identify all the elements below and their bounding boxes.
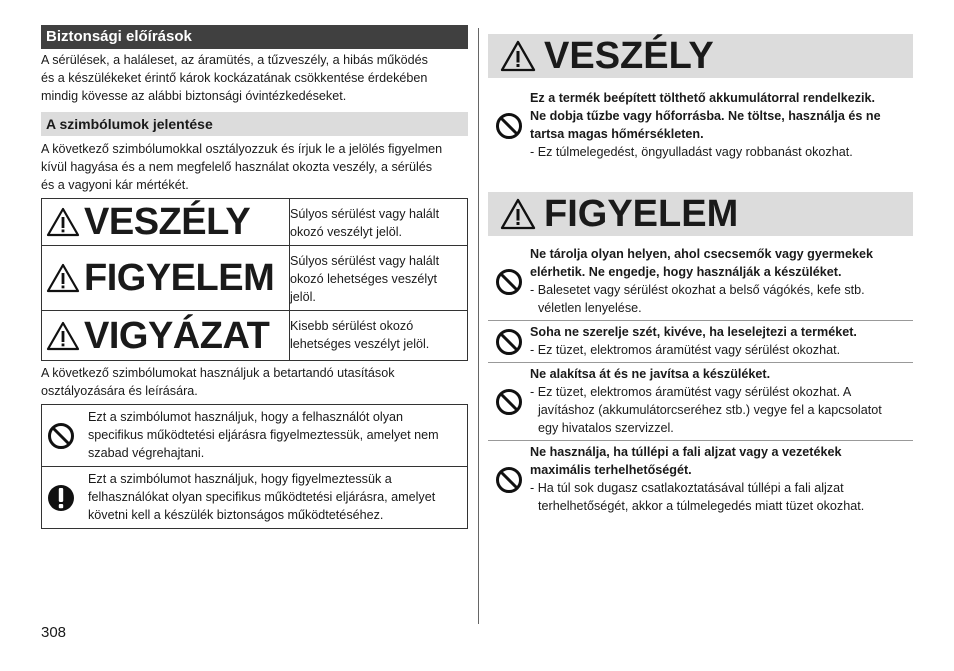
symbol-text-line: Ezt a szimbólumot használjuk, hogy a felhasználót olyan	[88, 410, 404, 424]
mandatory-icon	[47, 483, 75, 513]
warning-triangle-icon	[46, 263, 80, 293]
item-icon-cell	[488, 87, 530, 164]
item-sub-line: - Ez tüzet, elektromos áramütést vagy sérülést okozhat. A	[530, 385, 852, 399]
item-bold-line: maximális terhelhetőségét.	[530, 463, 692, 477]
intro-paragraph	[41, 51, 468, 105]
item-bold-line: Ne használja, ha túllépi a fali aljzat vagy a vezetékek	[530, 445, 842, 459]
symbol-icon-cell	[42, 405, 80, 466]
signal-word-cell	[42, 199, 290, 245]
signal-desc-line: lehetséges veszélyt jelöl.	[290, 337, 430, 351]
prohibition-icon	[47, 422, 75, 450]
signal-desc-warning	[290, 246, 467, 310]
intro-line: A sérülések, a haláleset, az áramütés, a tűzveszély, a hibás működés	[41, 53, 428, 67]
signal-row-danger	[42, 199, 467, 246]
left-column	[41, 25, 468, 529]
instr-intro-line: osztályozására és leírására.	[41, 384, 198, 398]
prohibition-icon	[495, 388, 523, 416]
intro-line: és a készülékeket érintő károk kockázatának csökkentése érdekében	[41, 71, 428, 85]
signal-desc-line: okozó lehetséges veszélyt	[290, 272, 438, 286]
item-bold-line: Ne dobja tűzbe vagy hőforrásba. Ne töltse, használja és ne	[530, 109, 881, 123]
warning-items	[488, 243, 913, 518]
warning-triangle-icon	[500, 40, 536, 72]
warning-triangle-icon	[46, 207, 80, 237]
item-sub-line: - Balesetet vagy sérülést okozhat a belső vágókés, kefe stb.	[530, 283, 865, 297]
page-number: 308	[41, 624, 67, 641]
signal-desc-line: Kisebb sérülést okozó	[290, 319, 414, 333]
prohibition-icon	[495, 328, 523, 356]
signal-desc-line: okozó veszélyt jelöl.	[290, 225, 402, 239]
prohibition-icon	[495, 112, 523, 140]
item-sub-line: terhelhetőségét, akkor a túlmelegedés miatt tüzet okozhat.	[538, 499, 865, 513]
symbol-text-line: specifikus működtetési eljárásra figyelmeztessük, amelyet nem	[88, 428, 439, 442]
item-bold-line: Soha ne szerelje szét, kivéve, ha leselejtezi a terméket.	[530, 325, 857, 339]
danger-header	[488, 34, 913, 78]
signal-word-cell	[42, 311, 290, 360]
item-icon-cell	[488, 441, 530, 518]
column-divider	[478, 28, 479, 624]
danger-title: VESZÉLY	[544, 35, 714, 77]
symbol-text-line: Ezt a szimbólumot használjuk, hogy figyelmeztessük a	[88, 472, 392, 486]
signal-desc-caution	[290, 311, 467, 360]
symbols-intro-line: A következő szimbólumokkal osztályozzuk és írjuk le a jelölés figyelmen	[41, 142, 443, 156]
symbol-text-line: felhasználókat olyan specifikus működtetési eljárásra, amelyet	[88, 490, 436, 504]
instructions-intro-paragraph	[41, 364, 468, 400]
prohibition-icon	[495, 466, 523, 494]
symbol-table	[41, 404, 468, 529]
item-bold-line: Ez a termék beépített tölthető akkumulátorral rendelkezik.	[530, 91, 876, 105]
warning-triangle-icon	[500, 198, 536, 230]
item-icon-cell	[488, 243, 530, 320]
warning-item-text	[530, 321, 913, 362]
signal-word-cell	[42, 246, 290, 310]
intro-line: mindig kövesse az alábbi biztonsági óvintézkedéseket.	[41, 89, 347, 103]
symbol-text-mandatory	[80, 467, 467, 528]
symbol-text-line: szabad végrehajtani.	[88, 446, 205, 460]
danger-items	[488, 87, 913, 164]
signal-word-table	[41, 198, 468, 361]
item-bold-line: tartsa magas hőmérsékleten.	[530, 127, 704, 141]
warning-item	[488, 321, 913, 363]
item-sub-line: véletlen lenyelése.	[538, 301, 642, 315]
warning-item-text	[530, 243, 913, 320]
warning-item-text	[530, 363, 913, 440]
signal-desc-line: Súlyos sérülést vagy halált	[290, 254, 440, 268]
danger-item	[488, 87, 913, 164]
signal-desc-line: jelöl.	[290, 290, 316, 304]
symbol-text-line: követni kell a készülék biztonságos működtetéséhez.	[88, 508, 384, 522]
symbol-row-prohibition	[42, 405, 467, 467]
symbol-text-prohibition	[80, 405, 467, 466]
item-sub-line: javításhoz (akkumulátorcseréhez stb.) vegye fel a kapcsolatot	[538, 403, 882, 417]
signal-desc-line: Súlyos sérülést vagy halált	[290, 207, 440, 221]
item-sub-line: - Ez túlmelegedést, öngyulladást vagy robbanást okozhat.	[530, 145, 853, 159]
item-sub-line: - Ez tüzet, elektromos áramütést vagy sérülést okozhat.	[530, 343, 841, 357]
right-column	[488, 34, 913, 518]
warning-header	[488, 192, 913, 236]
symbols-intro-line: és a vagyoni kár mértékét.	[41, 178, 189, 192]
item-icon-cell	[488, 363, 530, 440]
signal-row-caution	[42, 311, 467, 360]
instr-intro-line: A következő szimbólumokat használjuk a betartandó utasítások	[41, 366, 395, 380]
prohibition-icon	[495, 268, 523, 296]
warning-item	[488, 441, 913, 518]
item-bold-line: elérhetik. Ne engedje, hogy használják a készüléket.	[530, 265, 842, 279]
section-title: Biztonsági előírások	[41, 25, 468, 49]
item-bold-line: Ne tárolja olyan helyen, ahol csecsemők vagy gyermekek	[530, 247, 874, 261]
subsection-title: A szimbólumok jelentése	[41, 112, 468, 136]
signal-row-warning	[42, 246, 467, 311]
symbol-icon-cell	[42, 467, 80, 528]
signal-word-danger: VESZÉLY	[84, 201, 251, 243]
warning-item	[488, 363, 913, 441]
danger-item-text	[530, 87, 913, 164]
signal-word-caution: VIGYÁZAT	[84, 314, 270, 357]
warning-item-text	[530, 441, 913, 518]
symbols-intro-line: kívül hagyása és a nem megfelelő használat okozta veszély, a sérülés	[41, 160, 433, 174]
item-sub-line: egy hivatalos szervizzel.	[538, 421, 674, 435]
signal-word-warning: FIGYELEM	[84, 257, 275, 299]
symbols-intro-paragraph	[41, 140, 468, 194]
item-sub-line: - Ha túl sok dugasz csatlakoztatásával túllépi a fali aljzat	[530, 481, 844, 495]
item-bold-line: Ne alakítsa át és ne javítsa a készüléket.	[530, 367, 771, 381]
warning-title: FIGYELEM	[544, 193, 739, 235]
symbol-row-mandatory	[42, 467, 467, 528]
signal-desc-danger	[290, 199, 467, 245]
warning-item	[488, 243, 913, 321]
warning-triangle-icon	[46, 321, 80, 351]
item-icon-cell	[488, 321, 530, 362]
